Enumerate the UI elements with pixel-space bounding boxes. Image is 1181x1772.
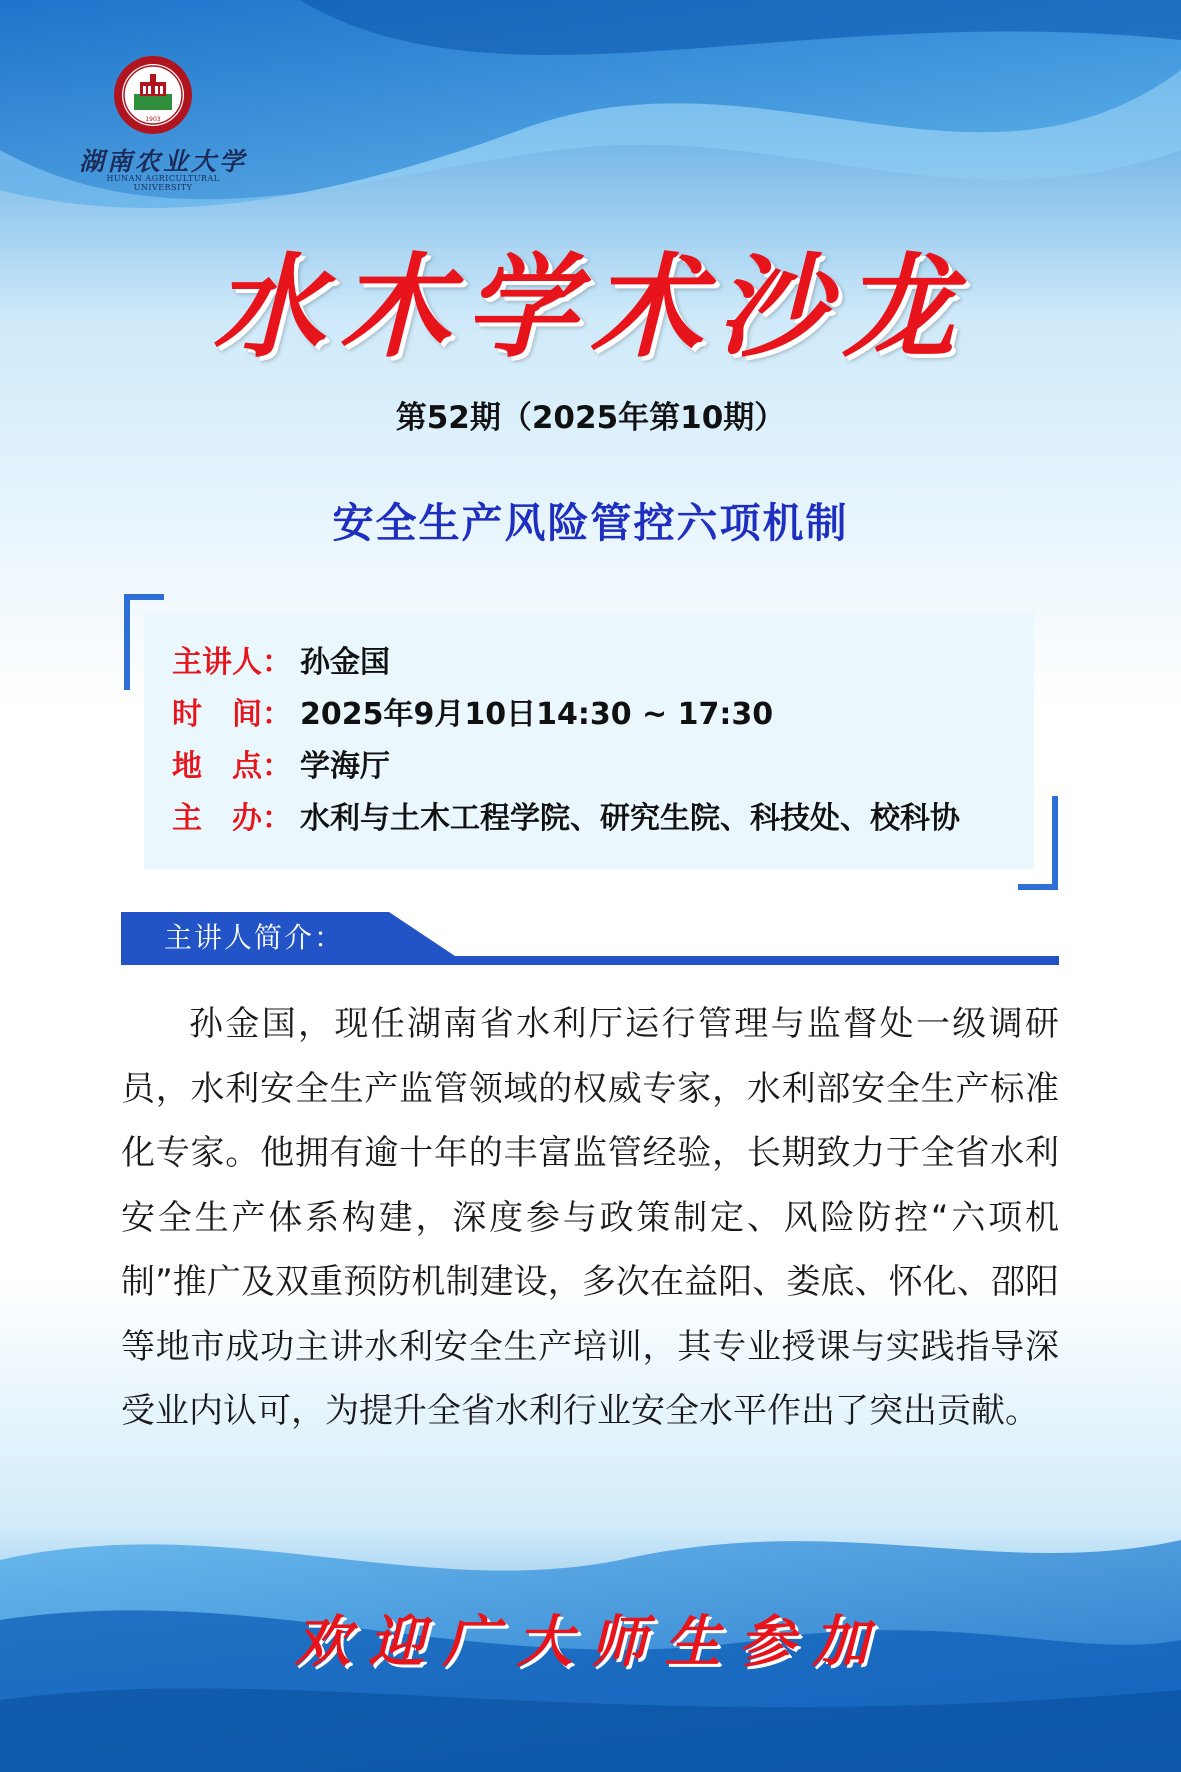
page-title: 水木学术沙龙 — [212, 242, 969, 373]
university-logo — [78, 38, 248, 192]
university-name: 湖南农业大学 — [78, 147, 247, 176]
info-value: 孙金国 — [300, 645, 390, 680]
info-label: 主讲人： — [172, 645, 292, 680]
university-seal-icon — [112, 54, 194, 136]
info-label: 时 间： — [172, 697, 292, 732]
info-row-speaker — [172, 643, 390, 683]
info-label: 地 点： — [172, 749, 292, 784]
seal-year: 1903 — [145, 116, 161, 123]
lecture-topic: 安全生产风险管控六项机制 — [332, 499, 849, 547]
speaker-bio: 孙金国，现任湖南省水利厅运行管理与监督处一级调研员，水利安全生产监管领域的权威专家，水利部安全生产标准化专家。他拥有逾十年的丰富监管经验，长期致力于全省水利安全生产体系构建，深度参与政策制定、风险防控“六项机制”推广及双重预防机制建设，多次在益阳、娄底、怀化、邵阳等地市成功主讲水利安全生产培训，其专业授课与实践指导深受业内认可，为提升全省水利行业安全水平作出了突出贡献。 — [121, 1004, 1059, 1431]
info-value: 学海厅 — [300, 749, 390, 784]
bracket-bottom-right — [1018, 796, 1058, 890]
bio-header-label: 主讲人简介： — [164, 921, 345, 954]
info-row-location — [172, 747, 390, 787]
welcome-text: 欢迎广大师生参加 — [294, 1609, 887, 1675]
issue-number: 第52期（2025年第10期） — [395, 400, 786, 436]
bracket-top-left — [124, 594, 164, 690]
info-label: 主 办： — [172, 801, 292, 836]
info-row-organizer — [172, 799, 960, 839]
info-value: 2025年9月10日14:30 ~ 17:30 — [300, 697, 774, 732]
info-value: 水利与土木工程学院、研究生院、科技处、校科协 — [300, 801, 960, 836]
university-english-name: HUNAN AGRICULTURAL UNIVERSITY — [106, 174, 220, 192]
info-row-time — [172, 695, 773, 735]
